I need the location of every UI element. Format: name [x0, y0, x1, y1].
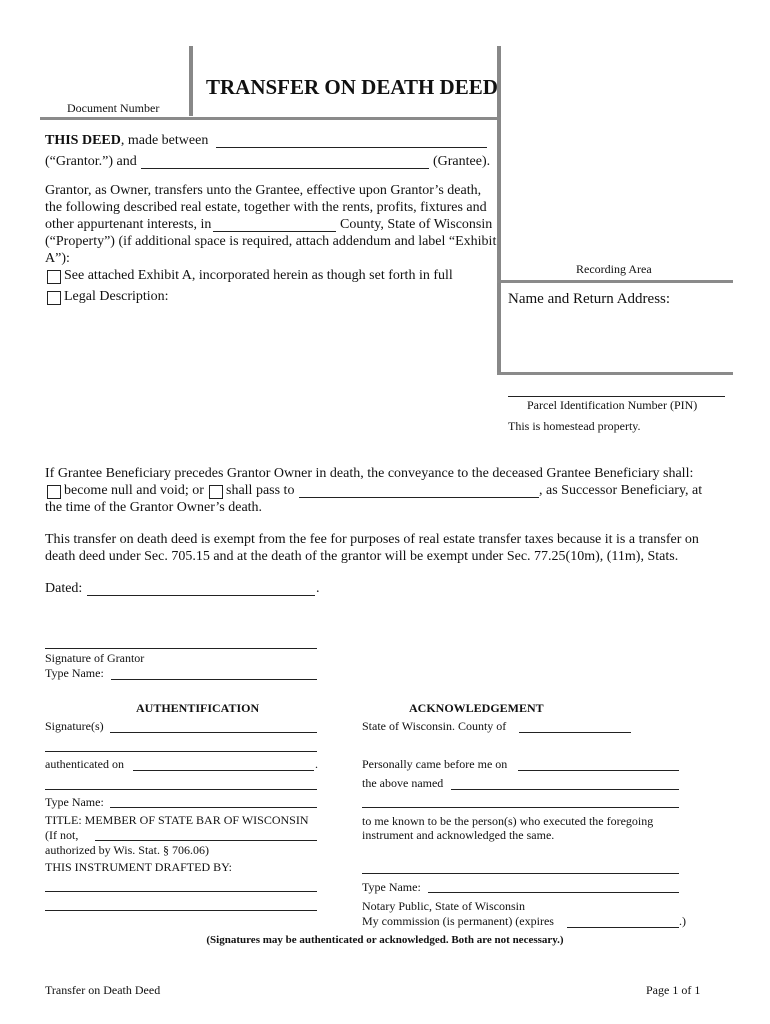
legal-description-checkbox[interactable]: [47, 291, 61, 305]
grantor-signature-label: Signature of Grantor: [45, 651, 145, 665]
successor-beneficiary-field[interactable]: [299, 497, 539, 498]
state-county-label: State of Wisconsin. County of: [362, 719, 507, 733]
known-line-2: instrument and acknowledged the same.: [362, 828, 555, 842]
footer-left: Transfer on Death Deed: [45, 983, 161, 997]
transfer-line-2: the following described real estate, together with the rents, profits, fixtures and: [45, 200, 487, 215]
beneficiary-line-3: the time of the Grantor Owner’s death.: [45, 500, 263, 515]
grantor-signature-field[interactable]: [45, 648, 317, 649]
this-deed-line: [45, 133, 208, 149]
null-and-void-checkbox[interactable]: [47, 485, 61, 499]
grantor-type-name-label: Type Name:: [45, 666, 104, 680]
acknowledgement-heading: ACKNOWLEDGEMENT: [409, 701, 544, 715]
dated-label: Dated:: [45, 581, 83, 596]
commission-end: .): [679, 914, 686, 928]
auth-type-name-field[interactable]: [110, 807, 317, 808]
auth-signatures-field-2[interactable]: [45, 751, 317, 752]
header-bottom-rule: [40, 117, 501, 120]
null-and-void-label: become null and void; or: [64, 483, 204, 498]
dated-field[interactable]: [87, 595, 315, 596]
auth-if-not: (If not,: [45, 828, 79, 842]
document-title: TRANSFER ON DEATH DEED: [206, 75, 498, 99]
auth-type-name-label: Type Name:: [45, 795, 104, 809]
recording-area-label: Recording Area: [576, 262, 652, 276]
transfer-line-3a: other appurtenant interests, in: [45, 217, 212, 232]
transfer-line-5: A”):: [45, 251, 70, 266]
above-named-field-2[interactable]: [362, 807, 679, 808]
auth-if-not-field[interactable]: [95, 840, 317, 841]
transfer-line-3b: County, State of Wisconsin: [340, 217, 493, 232]
legal-description-label: Legal Description:: [64, 289, 169, 304]
county-field[interactable]: [213, 231, 336, 232]
beneficiary-line-1: If Grantee Beneficiary precedes Grantor Owner in death, the conveyance to the deceased Grantee Beneficiary shall:: [45, 466, 694, 481]
return-address-bottom-rule: [497, 372, 733, 375]
header-left-rule: [189, 46, 193, 116]
authenticated-on-field[interactable]: [133, 770, 314, 771]
drafted-by-field-2[interactable]: [45, 910, 317, 911]
name-return-address-label: Name and Return Address:: [508, 291, 671, 307]
grantee-name-field[interactable]: [141, 168, 429, 169]
this-deed-label: THIS DEED: [45, 133, 121, 148]
made-between-text: , made between: [120, 133, 209, 148]
authenticated-on-period: .: [315, 757, 318, 771]
exhibit-a-checkbox[interactable]: [47, 270, 61, 284]
commission-expires-field[interactable]: [567, 927, 679, 928]
notary-public-label: Notary Public, State of Wisconsin: [362, 899, 525, 913]
pin-label: Parcel Identification Number (PIN): [527, 398, 698, 412]
document-number-label: Document Number: [67, 101, 160, 115]
drafted-by-field-1[interactable]: [45, 891, 317, 892]
pass-to-label: shall pass to: [226, 483, 295, 498]
auth-authorized-by: authorized by Wis. Stat. § 706.06): [45, 843, 209, 857]
personally-came-label: Personally came before me on: [362, 757, 508, 771]
notary-type-name-field[interactable]: [428, 892, 679, 893]
grantor-and-text: (“Grantor.”) and: [45, 154, 137, 169]
auth-title-line: TITLE: MEMBER OF STATE BAR OF WISCONSIN: [45, 813, 309, 827]
recording-area-rule: [497, 280, 733, 283]
pin-field[interactable]: [508, 396, 725, 397]
above-named-label: the above named: [362, 776, 444, 790]
pass-to-checkbox[interactable]: [209, 485, 223, 499]
commission-label: My commission (is permanent) (expires: [362, 914, 554, 928]
homestead-text: This is homestead property.: [508, 419, 641, 433]
transfer-line-1: Grantor, as Owner, transfers unto the Grantee, effective upon Grantor’s death,: [45, 183, 482, 198]
grantee-label: (Grantee).: [433, 154, 491, 169]
known-line-1: to me known to be the person(s) who executed the foregoing: [362, 814, 654, 828]
dated-period: .: [316, 581, 320, 596]
personally-came-field[interactable]: [518, 770, 679, 771]
auth-blank-line[interactable]: [45, 789, 317, 790]
transfer-line-4: (“Property”) (if additional space is required, attach addendum and label “Exhibit: [45, 234, 497, 249]
grantor-name-field[interactable]: [216, 147, 487, 148]
exempt-line-2: death deed under Sec. 705.15 and at the death of the grantor will be exempt under Sec. 77.25(10m), (11m), Stats.: [45, 549, 679, 564]
auth-signatures-field[interactable]: [110, 732, 317, 733]
auth-signatures-label: Signature(s): [45, 719, 104, 733]
exhibit-a-label: See attached Exhibit A, incorporated herein as though set forth in full: [64, 268, 453, 283]
exempt-line-1: This transfer on death deed is exempt from the fee for purposes of real estate transfer taxes because it is a transfer on: [45, 532, 699, 547]
county-of-field[interactable]: [519, 732, 631, 733]
grantor-type-name-field[interactable]: [111, 679, 317, 680]
footer-page-number: Page 1 of 1: [646, 983, 701, 997]
successor-beneficiary-label: , as Successor Beneficiary, at: [539, 483, 703, 498]
authentication-heading: AUTHENTIFICATION: [136, 701, 260, 715]
above-named-field[interactable]: [451, 789, 679, 790]
drafted-by-label: THIS INSTRUMENT DRAFTED BY:: [45, 860, 233, 874]
authenticated-on-label: authenticated on: [45, 757, 124, 771]
notary-signature-field[interactable]: [362, 873, 679, 874]
signatures-note: (Signatures may be authenticated or acknowledged. Both are not necessary.): [206, 934, 564, 946]
notary-type-name-label: Type Name:: [362, 880, 421, 894]
